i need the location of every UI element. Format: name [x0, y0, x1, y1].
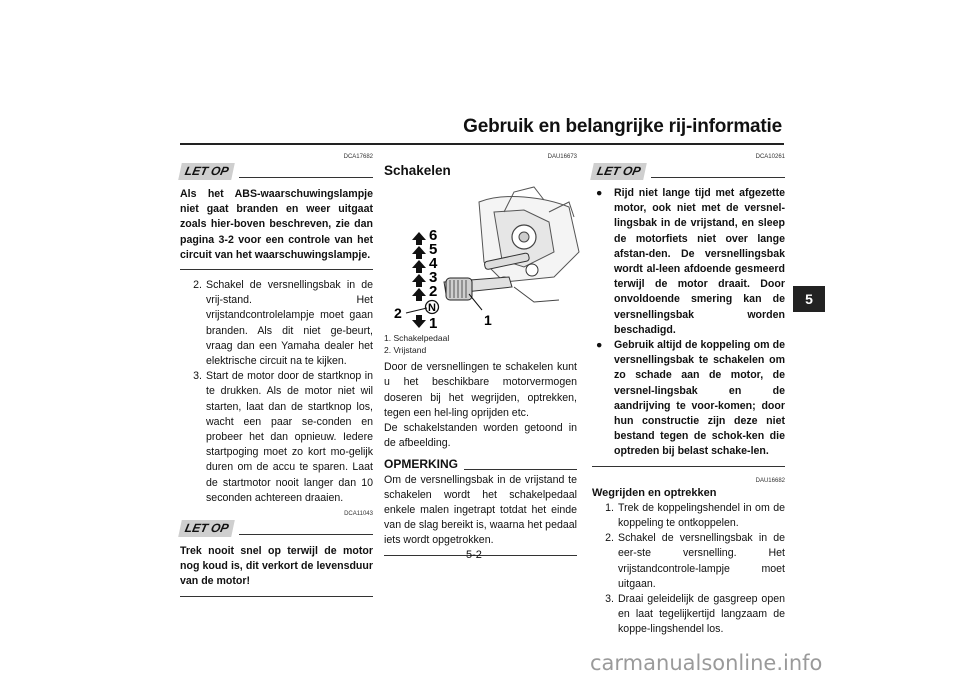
step-text: Draai geleidelijk de gasgreep open en laat tegelijkertijd langzaam de koppe-lingshendel los.	[618, 593, 785, 636]
ride-steps	[592, 501, 785, 638]
caution-bullets	[592, 186, 785, 460]
left-column	[180, 153, 373, 605]
caution-text: Trek nooit snel op terwijl de motor nog koud is, dit verkort de levensduur van de motor!	[180, 545, 373, 588]
caution-header	[592, 163, 785, 180]
gear-label: 1	[429, 315, 438, 331]
body-paragraph: De schakelstanden worden getoond in de afbeelding.	[384, 422, 577, 450]
list-item	[592, 501, 785, 531]
figure-label: 2. Vrijstand	[384, 345, 427, 356]
step-number: 2.	[193, 279, 202, 292]
gear-label: 5	[429, 241, 438, 259]
caution-rule	[239, 534, 373, 535]
watermark: carmanualsonline.info	[590, 651, 823, 675]
bullet-icon: ●	[596, 187, 603, 199]
caution-text: Als het ABS-waarschuwingslampje niet gaat branden en weer uitgaat zoals hier-boven beschreven, zie dan pagina 3-2 voor een controle van het circuit van het waarschuwingslampje.	[180, 188, 373, 261]
list-item	[180, 278, 373, 369]
gear-label: 3	[429, 269, 438, 287]
caution-label: LET OP	[178, 163, 235, 180]
section-code: DAU16682	[755, 477, 785, 484]
shift-pedal-illustration	[384, 182, 584, 330]
right-column	[592, 153, 785, 638]
step-number: 3.	[605, 593, 614, 606]
gear-label: 4	[429, 255, 438, 273]
caution-rule	[651, 177, 785, 178]
bullet-text: Rijd niet lange tijd met afgezette motor, ook niet met de versnel-lingsbak in de vrijstand, en sleep de motorfiets niet over lange afstan-den. De versnellingsbak wordt al-leen afdoende gesmeerd terwijl de motor draait. Door onvoldoende smering kan de versnellingsbak worden beschadigd.	[614, 187, 785, 336]
list-item	[180, 369, 373, 506]
section-title: Schakelen	[384, 163, 451, 178]
figure-label: 1. Schakelpedaal	[384, 333, 450, 344]
caution-end-rule	[180, 596, 373, 597]
caution-header	[180, 163, 373, 180]
note-label: OPMERKING	[384, 457, 459, 472]
step-number: 3.	[193, 370, 202, 383]
caution-rule	[239, 177, 373, 178]
page-number: 5-2	[466, 549, 482, 561]
gear-shift-figure	[384, 182, 584, 330]
note-header	[384, 457, 577, 472]
step-number: 2.	[605, 532, 614, 545]
note-rule	[464, 469, 577, 470]
step-text: Schakel de versnellingsbak in de eer-ste versnelling. Het vrijstandcontrole-lampje moet uitgaan.	[618, 532, 785, 590]
bullet-icon: ●	[596, 339, 603, 352]
caution-end-rule	[180, 269, 373, 270]
chapter-tab: 5	[793, 286, 825, 312]
gear-label: N	[428, 302, 436, 315]
step-text: Trek de koppelingshendel in om de koppeling te ontkoppelen.	[618, 501, 785, 530]
page-header-title: Gebruik en belangrijke rij-informatie	[463, 116, 782, 137]
figure-legend	[384, 332, 577, 356]
list-item	[592, 186, 785, 338]
gear-label: 2	[429, 283, 438, 301]
caution-code: DCA17682	[343, 154, 373, 160]
header-rule	[180, 143, 784, 145]
gear-label: 6	[429, 227, 438, 245]
list-item	[592, 338, 785, 460]
step-text: Start de motor door de startknop in te drukken. Als de motor niet wil starten, laat dan de startknop los, wacht een paar se-conden en probeer het dan opnieuw. Iedere startpoging moet zo kort mo-gelijk duren om de accu te sparen. Laat de startmotor nooit langer dan 10 seconden achtereen draaien.	[206, 370, 373, 504]
caution-label: LET OP	[178, 520, 235, 537]
caution-header	[180, 520, 373, 537]
subsection-title: Wegrijden en optrekken	[592, 486, 717, 499]
step-text: Schakel de versnellingsbak in de vrij-stand. Het vrijstandcontrolelampje moet gaan branden. Als dit niet ge-beurt, vraag dan een Yamaha dealer het elektrische circuit na te kijken.	[206, 279, 373, 368]
step-number: 1.	[605, 501, 614, 514]
start-steps	[180, 278, 373, 506]
caution-code: DCA11043	[344, 511, 373, 518]
caution-end-rule	[592, 466, 785, 467]
list-item	[592, 592, 785, 638]
note-text: Om de versnellingsbak in de vrijstand te schakelen wordt het schakelpedaal enkele malen ingetrapt totdat het einde van de slag bereikt is, waarna het pedaal iets wordt opgetrokken.	[384, 473, 577, 547]
callout-neutral: 2	[394, 305, 402, 322]
bullet-text: Gebruik altijd de koppeling om de versnellingsbak te schakelen om zo schade aan de motor, de versnel-lingsbak en de aandrijving te voor-komen; door hun constructie zijn deze niet bestand tegen de schok-ken die optreden bij belast schake-len.	[614, 339, 785, 458]
body-paragraph: Door de versnellingen te schakelen kunt u het beschikbare motorvermogen doseren bij het wegrijden, optrekken, tegen een hel-ling oprijden etc.	[384, 361, 577, 419]
list-item	[592, 531, 785, 592]
caution-label: LET OP	[590, 163, 647, 180]
section-code: DAU16673	[547, 154, 577, 160]
callout-pedal: 1	[484, 312, 492, 329]
middle-column	[384, 153, 577, 564]
caution-code: DCA10261	[755, 154, 785, 160]
